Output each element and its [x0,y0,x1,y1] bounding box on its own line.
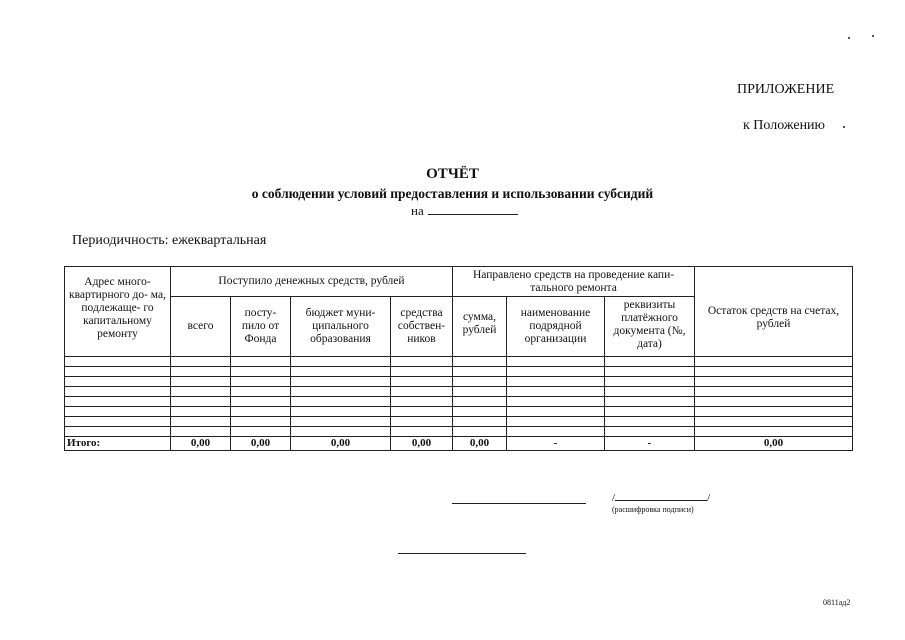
document-subtitle: о соблюдении условий предоставления и использовании субсидий [251,186,654,201]
total-balance: 0,00 [695,437,853,451]
signature-caption: (расшифровка подписи) [612,505,694,514]
table-row [65,387,853,397]
table-row [65,367,853,377]
total-row [65,437,853,451]
signature-line [452,503,586,504]
table-row [65,397,853,407]
total-spent-payment-doc: - [605,437,695,451]
scan-speck [848,37,850,39]
header-spent-contractor: наименование подрядной организации [507,297,605,357]
total-received-municipal: 0,00 [291,437,391,451]
total-received-fund: 0,00 [231,437,291,451]
decode-blank [615,490,707,501]
scan-speck [843,126,845,128]
scan-speck [872,35,874,37]
appendix-label: ПРИЛОЖЕНИЕ [737,82,835,97]
header-received-total: всего [171,297,231,357]
header-spent-sum: сумма, рублей [453,297,507,357]
document-title: ОТЧЁТ [426,166,479,182]
total-received-total: 0,00 [171,437,231,451]
table-row [65,357,853,367]
header-group-spent: Направлено средств на проведение капи- тального ремонта [453,267,695,297]
date-blank-field [428,204,518,215]
decode-slash-right: / [707,492,711,504]
table-row [65,417,853,427]
header-received-municipal: бюджет муни- ципального образования [291,297,391,357]
table-row [65,427,853,437]
total-spent-sum: 0,00 [453,437,507,451]
header-received-fund: посту- пило от Фонда [231,297,291,357]
total-spent-contractor: - [507,437,605,451]
date-signature-line [398,553,526,554]
header-address: Адрес много- квартирного до- ма, подлежаще- го капитальному ремонту [65,267,171,357]
decode-slash-left: / [612,492,616,504]
header-group-received: Поступило денежных средств, рублей [171,267,453,297]
total-received-owners: 0,00 [391,437,453,451]
report-table [64,266,853,451]
report-date-line [411,203,518,219]
periodicity-text: Периодичность: ежеквартальная [72,233,267,248]
regulation-label: к Положению [743,118,826,133]
table-row [65,407,853,417]
date-prefix: на [411,203,424,218]
header-received-owners: средства собствен- ников [391,297,453,357]
header-balance: Остаток средств на счетах, рублей [695,267,853,357]
document-code: 0811ад2 [823,598,851,607]
signature-decode-field [612,490,710,504]
total-label: Итого: [65,437,171,451]
table-row [65,377,853,387]
header-spent-payment-doc: реквизиты платёжного документа (№, дата) [605,297,695,357]
